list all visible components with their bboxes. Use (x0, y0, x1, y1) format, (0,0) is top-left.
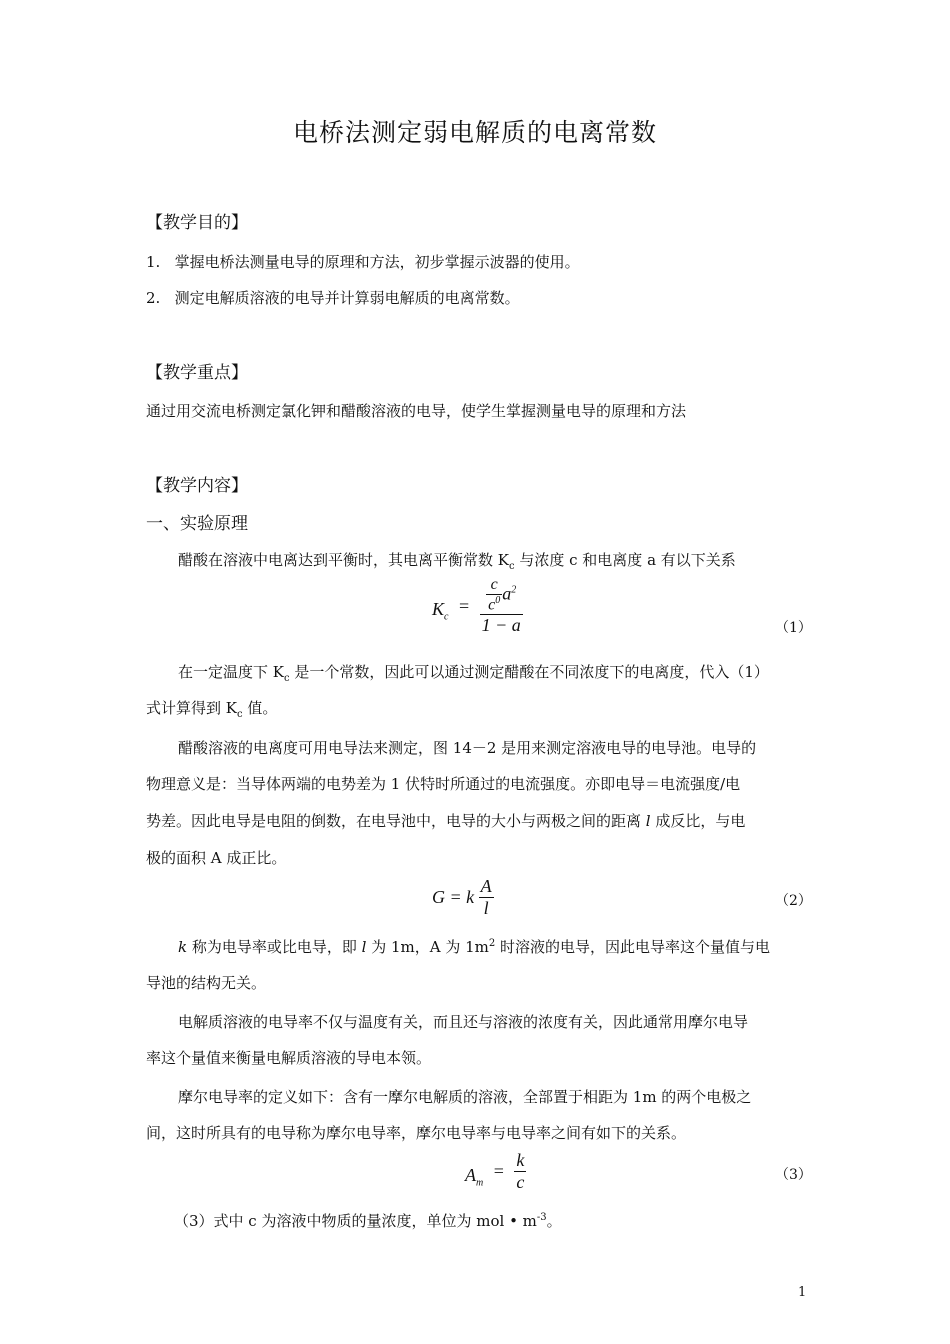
eq2-fraction (479, 876, 494, 919)
paragraph-4-line-2: 导池的结构无关。 (146, 974, 267, 992)
eq2-number: （2） (775, 893, 812, 909)
p3-italic-l: l (645, 812, 651, 830)
eq1-inner-den (486, 595, 502, 614)
paragraph-3-line-1: 醋酸溶液的电离度可用电导法来测定，图 14－2 是用来测定溶液电导的电导池。电导的 (178, 739, 757, 757)
paragraph-3-line-3 (146, 810, 745, 831)
p2-sub: c (283, 673, 290, 684)
p2-text-c: 式计算得到 K (146, 699, 237, 717)
paragraph-2-line-1 (178, 661, 769, 684)
p4-sup: 2 (488, 938, 496, 949)
p1-sub: c (508, 561, 515, 572)
eq1-number: （1） (775, 620, 812, 636)
p3-text-b: 成反比，与电 (650, 812, 746, 830)
p7-text-a: （3）式中 c 为溶液中物质的量浓度，单位为 mol • m (174, 1212, 537, 1230)
eq1-c0-sup: 0 (495, 595, 501, 606)
eq1-inner-num: c (486, 576, 502, 595)
eq3-lhs-sub: m (476, 1177, 484, 1189)
eq1-denominator: 1 − a (481, 615, 521, 636)
eq3-equals: = (493, 1161, 504, 1181)
key-heading: 【教学重点】 (146, 363, 248, 383)
p7-sup: -3 (536, 1212, 547, 1223)
paragraph-2-line-2 (146, 697, 277, 720)
p1-text-b: 与浓度 c 和电离度 a 有以下关系 (514, 551, 736, 569)
purpose-item-1 (146, 251, 580, 272)
eq2-lhs: G = k (432, 887, 475, 907)
eq1-c0: c (488, 596, 496, 614)
p7-text-b: 。 (546, 1212, 562, 1230)
paragraph-1 (178, 549, 736, 572)
content-heading: 【教学内容】 (146, 476, 248, 496)
purpose-item-2 (146, 287, 520, 308)
subsection-principle: 一、实验原理 (146, 514, 248, 534)
eq1-lhs: K (432, 599, 445, 620)
eq3-denominator: c (516, 1172, 525, 1192)
eq3-fraction (514, 1150, 526, 1193)
p2-text-b: 是一个常数，因此可以通过测定醋酸在不同浓度下的电离度，代入（1） (289, 663, 769, 681)
p1-text-a: 醋酸在溶液中电离达到平衡时，其电离平衡常数 K (178, 551, 509, 569)
eq3-numerator: k (516, 1150, 525, 1170)
eq1-a: a (502, 583, 512, 604)
p4-italic-k: k (178, 938, 188, 956)
p4-text-a: 称为电导率或比电导，即 (187, 938, 362, 956)
paragraph-6-line-1: 摩尔电导率的定义如下：含有一摩尔电解质的溶液，全部置于相距为 1m 的两个电极之 (178, 1088, 752, 1106)
purpose-item-1-num: 1. (146, 253, 161, 271)
purpose-heading: 【教学目的】 (146, 213, 248, 233)
eq3-lhs: A (465, 1164, 476, 1185)
p2-sub-2: c (236, 709, 243, 720)
purpose-item-1-text: 掌握电桥法测量电导的原理和方法，初步掌握示波器的使用。 (174, 253, 580, 271)
p4-text-b: 为 1m，A 为 1m (366, 938, 489, 956)
equation-2 (432, 876, 494, 919)
equation-1 (432, 576, 523, 636)
paragraph-5-line-2: 率这个量值来衡量电解质溶液的导电本领。 (146, 1049, 432, 1067)
key-text: 通过用交流电桥测定氯化钾和醋酸溶液的电导，使学生掌握测量电导的原理和方法 (146, 402, 687, 420)
eq1-a-sup: 2 (511, 584, 517, 596)
p2-text-a: 在一定温度下 K (178, 663, 284, 681)
paragraph-3-line-2: 物理意义是：当导体两端的电势差为 1 伏特时所通过的电流强度。亦即电导＝电流强度/电 (146, 775, 741, 793)
page-number: 1 (798, 1285, 807, 1300)
eq1-numerator (480, 576, 523, 615)
eq3-number: （3） (775, 1167, 812, 1183)
eq2-denominator: l (483, 898, 489, 918)
eq1-fraction (480, 576, 523, 636)
page-title: 电桥法测定弱电解质的电离常数 (292, 118, 657, 147)
eq1-equals: = (458, 595, 470, 616)
eq1-inner-fraction (486, 576, 502, 614)
eq1-lhs-sub: c (444, 611, 449, 623)
paragraph-3-line-4: 极的面积 A 成正比。 (146, 849, 287, 867)
p4-italic-l: l (361, 938, 367, 956)
p3-text-a: 势差。因此电导是电阻的倒数，在电导池中，电导的大小与两极之间的距离 (146, 812, 646, 830)
paragraph-7 (174, 1210, 562, 1231)
purpose-item-2-text: 测定电解质溶液的电导并计算弱电解质的电离常数。 (174, 289, 520, 307)
paragraph-5-line-1: 电解质溶液的电导率不仅与温度有关，而且还与溶液的浓度有关，因此通常用摩尔电导 (178, 1013, 749, 1031)
eq2-numerator: A (480, 876, 492, 896)
p2-text-d: 值。 (242, 699, 278, 717)
equation-3 (465, 1150, 526, 1193)
purpose-item-2-num: 2. (146, 289, 161, 307)
paragraph-6-line-2: 间，这时所具有的电导称为摩尔电导率，摩尔电导率与电导率之间有如下的关系。 (146, 1124, 687, 1142)
paragraph-4-line-1 (178, 936, 770, 957)
p4-text-c: 时溶液的电导，因此电导率这个量值与电 (495, 938, 771, 956)
